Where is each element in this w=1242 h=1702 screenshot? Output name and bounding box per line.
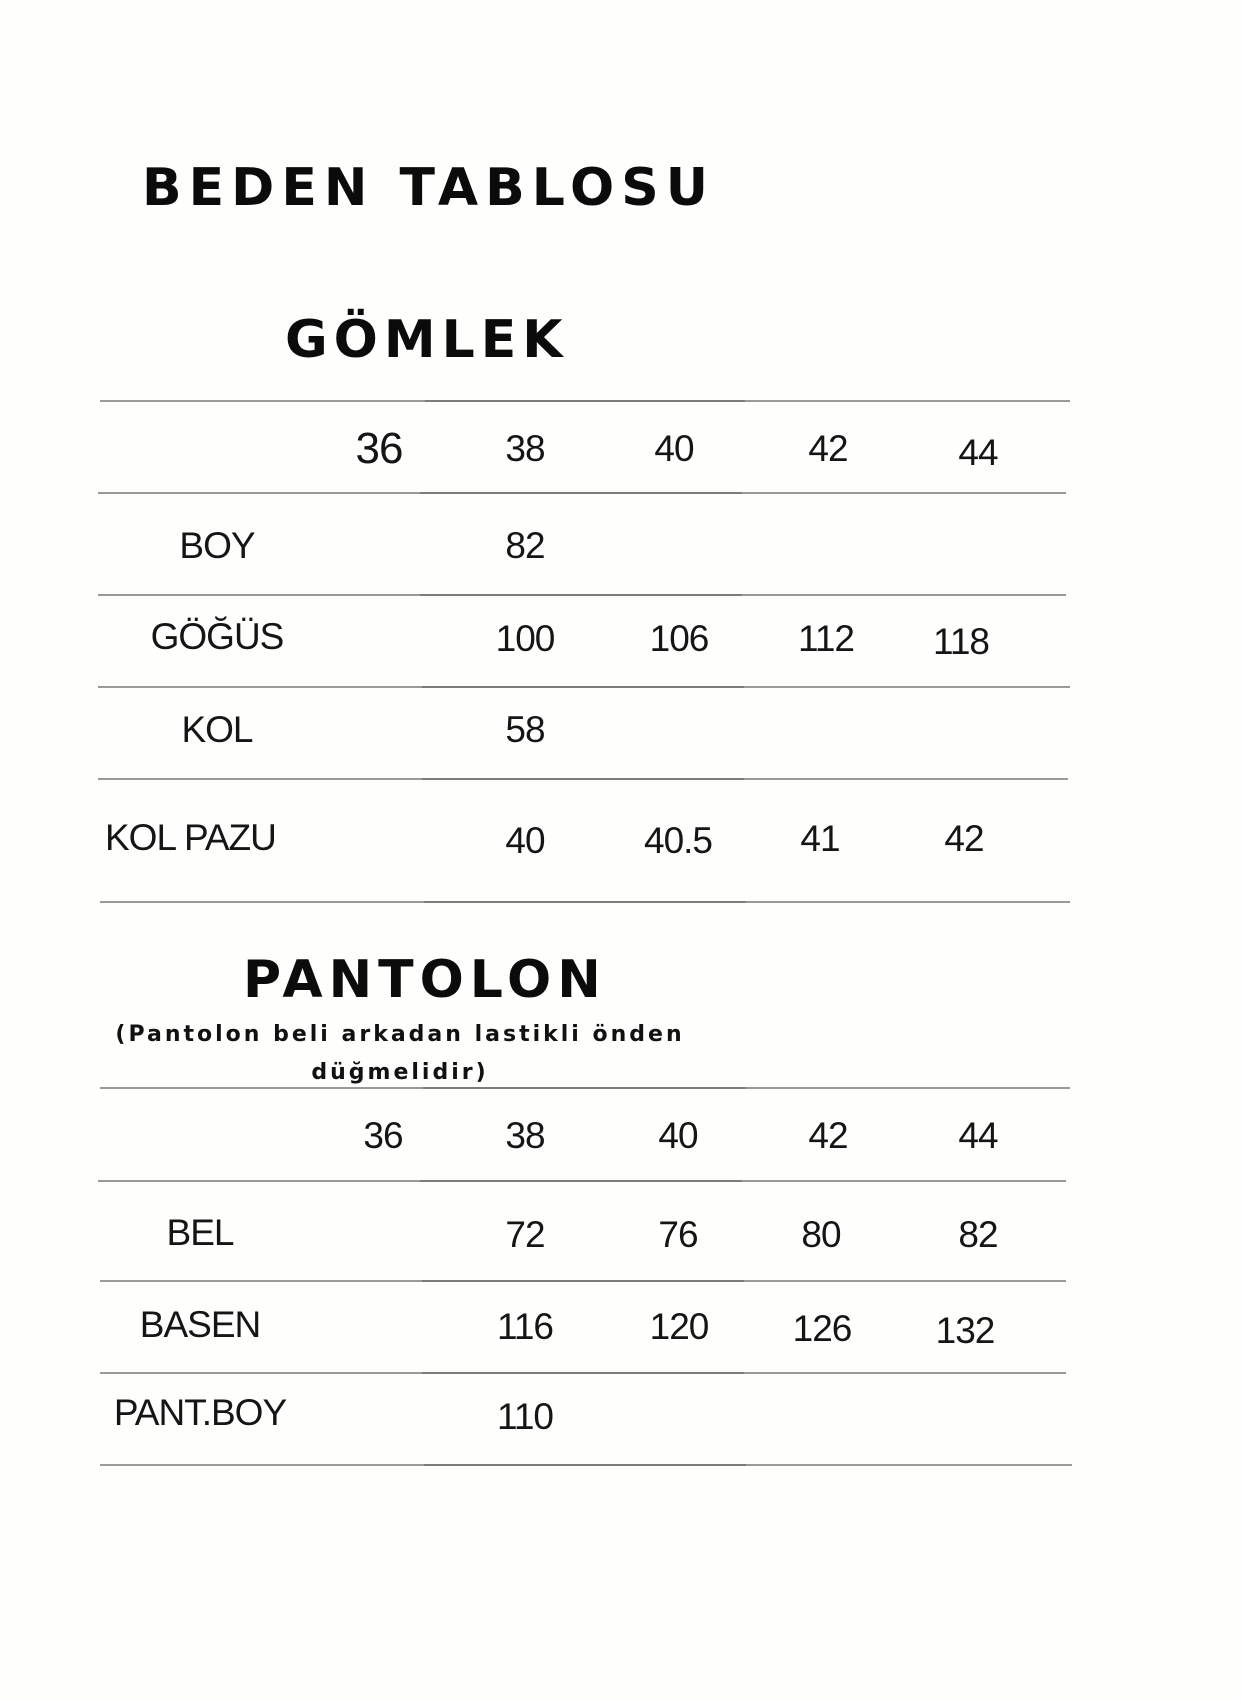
- table-divider: [100, 1372, 1066, 1374]
- row-value-40: 40.5: [643, 820, 713, 861]
- row-value-42: 126: [792, 1308, 852, 1349]
- table-divider: [98, 492, 1066, 494]
- size-header-38: 38: [505, 428, 545, 469]
- row-value-40: 106: [649, 618, 709, 659]
- row-value-38: 100: [495, 618, 555, 659]
- row-label: PANT.BOY: [113, 1392, 287, 1433]
- size-header-44: 44: [958, 432, 998, 473]
- gomlek-section-title: GÖMLEK: [285, 310, 569, 370]
- table-divider: [98, 1180, 1066, 1182]
- pantolon-section-title: PANTOLON: [243, 950, 607, 1010]
- table-divider: [98, 686, 1070, 688]
- pantolon-note-line-1: (Pantolon beli arkadan lastikli önden: [115, 1022, 685, 1047]
- size-header-40: 40: [658, 1115, 698, 1156]
- table-divider: [100, 1280, 1066, 1282]
- row-label: KOL PAZU: [105, 817, 276, 858]
- row-value-42: 41: [800, 818, 840, 859]
- table-divider: [98, 778, 1068, 780]
- row-value-44: 118: [933, 621, 989, 662]
- size-header-36: 36: [363, 1115, 403, 1156]
- table-divider: [100, 400, 1070, 402]
- row-value-44: 82: [958, 1214, 998, 1255]
- row-value-44: 42: [944, 818, 984, 859]
- row-value-38: 82: [505, 525, 545, 566]
- size-header-40: 40: [654, 428, 694, 469]
- size-header-42: 42: [808, 1115, 848, 1156]
- table-divider: [100, 901, 1070, 903]
- size-header-44: 44: [958, 1115, 998, 1156]
- row-label: KOL: [181, 709, 253, 750]
- size-header-42: 42: [808, 428, 848, 469]
- row-value-38: 116: [497, 1306, 553, 1347]
- row-label: GÖĞÜS: [150, 616, 284, 657]
- row-value-42: 80: [801, 1214, 841, 1255]
- size-header-38: 38: [505, 1115, 545, 1156]
- row-value-42: 112: [798, 618, 854, 659]
- row-value-38: 110: [497, 1396, 553, 1437]
- table-divider: [100, 1087, 1070, 1089]
- row-value-38: 40: [505, 820, 545, 861]
- row-value-38: 58: [505, 709, 545, 750]
- row-label: BEL: [166, 1212, 234, 1253]
- row-value-44: 132: [935, 1310, 995, 1351]
- pantolon-note-line-2: düğmelidir): [311, 1060, 489, 1085]
- row-label: BOY: [179, 525, 255, 566]
- row-label: BASEN: [139, 1304, 261, 1345]
- page-title: BEDEN TABLOSU: [142, 158, 715, 218]
- size-header-36: 36: [355, 424, 403, 473]
- row-value-40: 76: [658, 1214, 698, 1255]
- row-value-40: 120: [649, 1306, 709, 1347]
- pantolon-note: [100, 1016, 700, 1092]
- table-divider: [100, 1464, 1072, 1466]
- table-divider: [98, 594, 1066, 596]
- row-value-38: 72: [505, 1214, 545, 1255]
